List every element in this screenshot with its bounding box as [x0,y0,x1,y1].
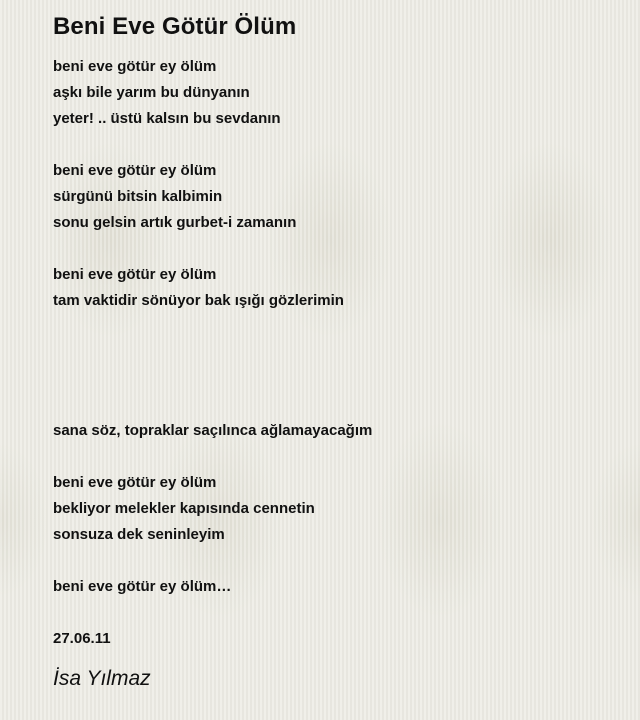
poem-line: beni eve götür ey ölüm [53,266,217,283]
poem-line: aşkı bile yarım bu dünyanın [53,84,250,101]
poem-line: beni eve götür ey ölüm [53,162,217,179]
stanza-4 [53,418,613,444]
poem-title: Beni Eve Götür Ölüm [53,13,297,40]
poem-line: sana söz, topraklar saçılınca ağlamayacağım [53,422,373,439]
poem-line: beni eve götür ey ölüm [53,58,217,75]
poem-body [53,54,613,600]
poem-date: 27.06.11 [53,630,111,647]
stanza-gap [53,340,613,418]
stanza-2 [53,158,613,236]
stanza-5 [53,470,613,548]
poem-line: bekliyor melekler kapısında cennetin [53,500,315,517]
poem-line: tam vaktidir sönüyor bak ışığı gözlerimin [53,292,344,309]
poem-line: beni eve götür ey ölüm… [53,578,232,595]
poem-line: sürgünü bitsin kalbimin [53,188,223,205]
stanza-1 [53,54,613,132]
stanza-6 [53,574,613,600]
poem-line: sonsuza dek seninleyim [53,526,225,543]
poem-page [53,12,613,694]
poem-line: beni eve götür ey ölüm [53,474,217,491]
poem-line: yeter! .. üstü kalsın bu sevdanın [53,110,281,127]
stanza-3 [53,262,613,314]
poem-line: sonu gelsin artık gurbet-i zamanın [53,214,297,231]
poem-author: İsa Yılmaz [53,667,151,690]
